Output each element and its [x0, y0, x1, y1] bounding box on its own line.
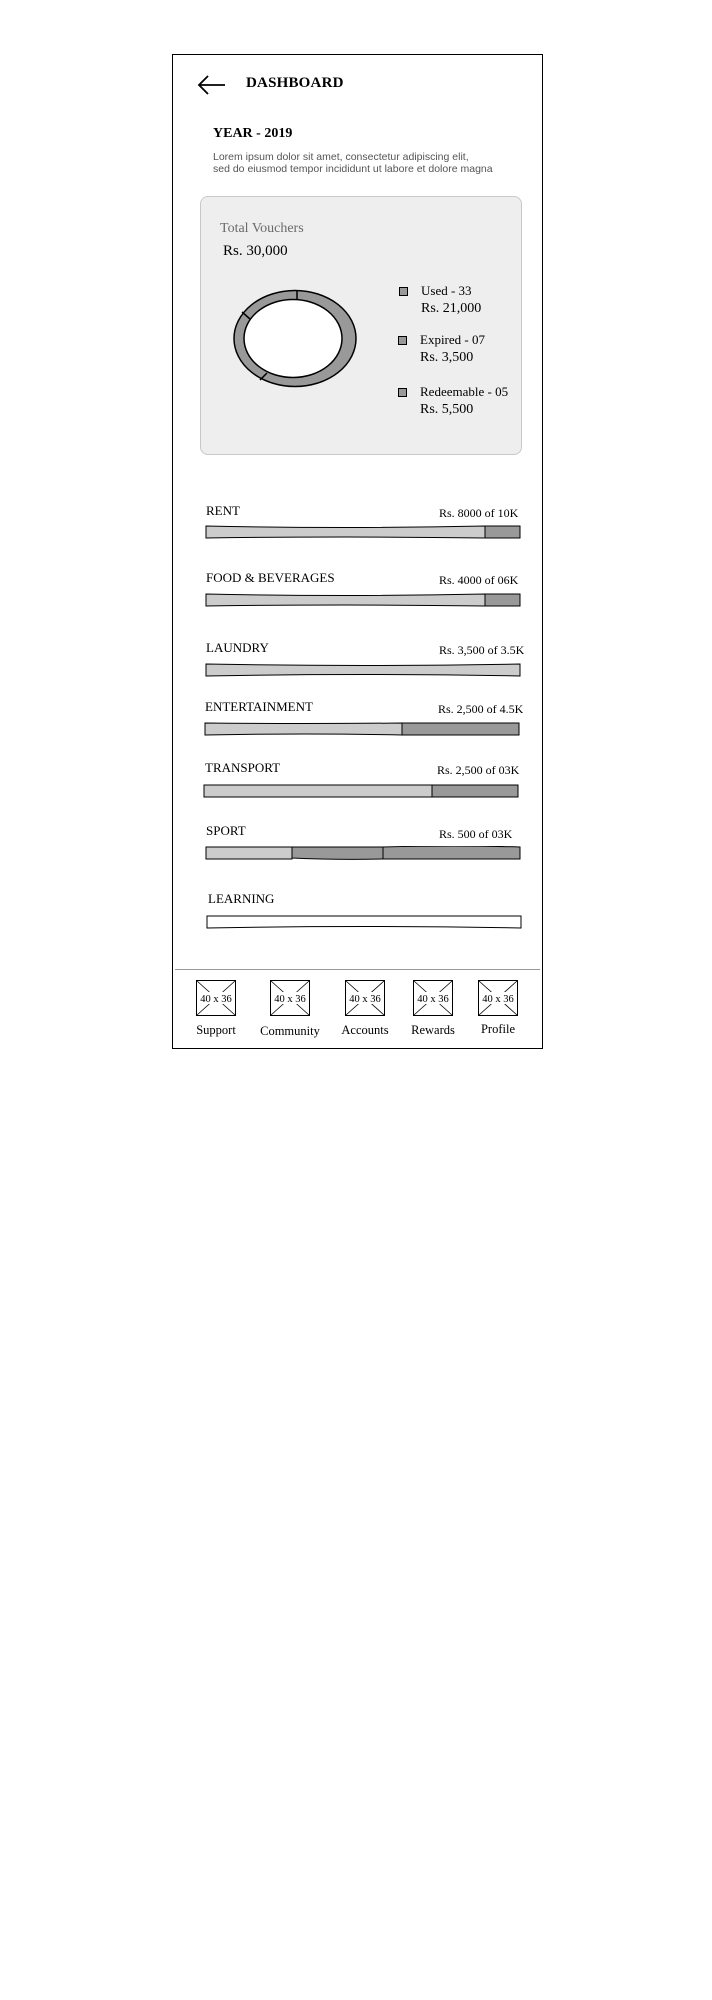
category-food-progress-bar [205, 593, 522, 607]
year-description: Lorem ipsum dolor sit amet, consectetur adipiscing elit, sed do eiusmod tempor incididunt ut labore et dolore magna [213, 151, 493, 175]
category-rent-progress-bar [205, 525, 522, 539]
legend-used-label: Used - 33 [421, 283, 472, 298]
category-sport-progress-bar [205, 846, 522, 860]
profile-icon[interactable] [478, 980, 518, 1016]
nav-support-label[interactable]: Support [196, 1023, 236, 1037]
legend-expired-label: Expired - 07 [420, 332, 485, 347]
arrow-left-icon[interactable] [197, 73, 227, 97]
legend-redeemable-label: Redeemable - 05 [420, 384, 509, 399]
phone-frame [172, 54, 543, 1049]
page-title: DASHBOARD [246, 75, 344, 91]
legend-marker-used [399, 287, 408, 296]
category-food-value: Rs. 4000 of 06K [439, 573, 519, 587]
nav-rewards-label[interactable]: Rewards [411, 1023, 455, 1037]
rewards-icon[interactable] [413, 980, 453, 1016]
category-food-label: FOOD & BEVERAGES [206, 570, 335, 585]
category-laundry-label: LAUNDRY [206, 640, 269, 655]
category-sport-value: Rs. 500 of 03K [439, 827, 513, 841]
svg-text:40 x 36: 40 x 36 [200, 994, 232, 1005]
vouchers-card [200, 196, 522, 455]
category-laundry-value: Rs. 3,500 of 3.5K [439, 643, 525, 657]
category-rent-value: Rs. 8000 of 10K [439, 506, 519, 520]
category-learning-label: LEARNING [208, 891, 275, 906]
legend-marker-expired [398, 336, 407, 345]
legend-expired-value: Rs. 3,500 [420, 350, 474, 365]
total-vouchers-label: Total Vouchers [220, 221, 304, 236]
legend-used-value: Rs. 21,000 [421, 301, 482, 316]
nav-profile-label[interactable]: Profile [480, 1022, 516, 1036]
category-entertainment-progress-bar [204, 722, 521, 736]
category-transport-progress-bar [203, 784, 520, 798]
svg-text:40 x 36: 40 x 36 [417, 994, 449, 1005]
nav-divider [175, 969, 540, 970]
total-vouchers-amount: Rs. 30,000 [223, 243, 288, 259]
accounts-icon[interactable] [345, 980, 385, 1016]
vouchers-donut-chart [231, 287, 359, 390]
nav-community-label[interactable]: Community [260, 1024, 320, 1038]
category-transport-value: Rs. 2,500 of 03K [437, 763, 520, 777]
category-sport-label: SPORT [206, 823, 246, 838]
category-laundry-progress-bar [205, 663, 522, 677]
legend-marker-redeemable [398, 388, 407, 397]
year-title: YEAR - 2019 [213, 126, 293, 141]
support-icon[interactable] [196, 980, 236, 1016]
category-learning-progress-bar [206, 915, 523, 929]
category-entertainment-value: Rs. 2,500 of 4.5K [438, 702, 524, 716]
nav-accounts-label[interactable]: Accounts [341, 1023, 389, 1037]
svg-text:40 x 36: 40 x 36 [274, 994, 306, 1005]
legend-redeemable-value: Rs. 5,500 [420, 402, 474, 417]
community-icon[interactable] [270, 980, 310, 1016]
svg-text:40 x 36: 40 x 36 [482, 994, 514, 1005]
svg-text:40 x 36: 40 x 36 [349, 994, 381, 1005]
category-transport-label: TRANSPORT [205, 760, 281, 775]
category-rent-label: RENT [206, 503, 240, 518]
category-entertainment-label: ENTERTAINMENT [205, 699, 313, 714]
